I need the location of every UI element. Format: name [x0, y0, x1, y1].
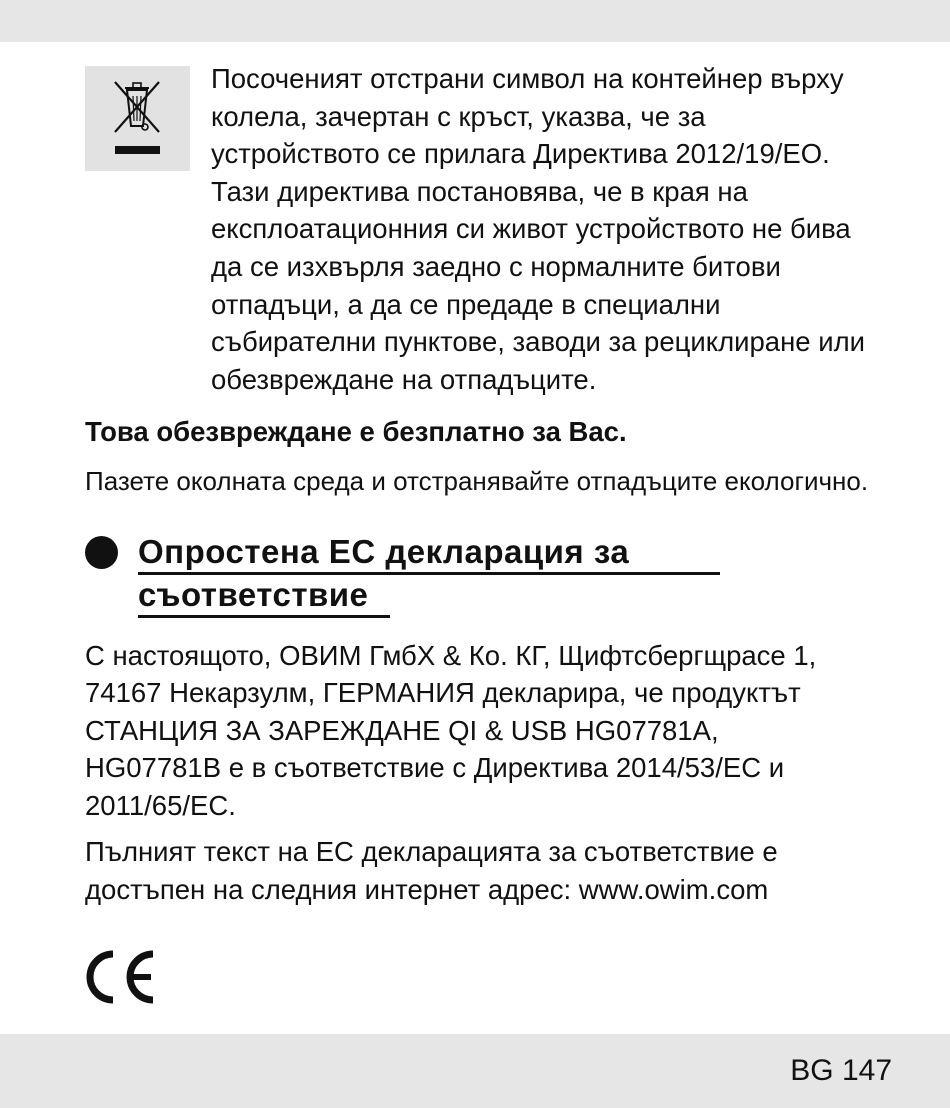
ce-mark-logo — [83, 948, 163, 1011]
text-line: да се изхвърля заедно с нормалните битови — [211, 250, 781, 282]
header-band — [0, 0, 950, 42]
text-line: 74167 Некарзулм, ГЕРМАНИЯ декларира, че продуктът — [85, 677, 801, 709]
text-line: обезвреждане на отпадъците. — [211, 363, 597, 395]
crossed-out-wheelie-bin-icon — [85, 66, 190, 171]
weee-disposal-paragraph — [211, 60, 911, 398]
heading-line: Опростена ЕС декларация за — [138, 532, 720, 575]
ce-mark-icon — [83, 948, 163, 1006]
text-line: експлоатационния си живот устройството не бива — [211, 213, 851, 245]
text-line: достъпен на следния интернет адрес: www.owim.com — [85, 873, 769, 905]
page-number: BG 147 — [790, 1054, 892, 1087]
environment-note: Пазете околната среда и отстранявайте отпадъците екологично. — [85, 466, 869, 496]
text-line: Тази директива постановява, че в края на — [211, 175, 748, 207]
text-line: 2011/65/ЕС. — [85, 789, 236, 821]
section-heading — [138, 532, 720, 618]
declaration-paragraph — [85, 637, 816, 824]
text-line: събирателни пунктове, заводи за рециклиране или — [211, 326, 865, 358]
full-text-note — [85, 833, 778, 908]
free-disposal-note: Това обезвреждане е безплатно за Вас. — [85, 416, 627, 447]
text-line: колела, зачертан с кръст, указва, че за — [211, 100, 706, 132]
weee-symbol-box — [85, 66, 190, 171]
text-line: С настоящото, ОВИМ ГмбХ & Ко. КГ, Щифтсбергщрасе 1, — [85, 640, 817, 671]
text-line: СТАНЦИЯ ЗА ЗАРЕЖДАНЕ QI & USB HG07781A, — [85, 714, 719, 746]
text-line: Пълният текст на ЕС декларацията за съответствие е — [85, 836, 778, 867]
text-line: Посоченият отстрани символ на контейнер върху — [211, 63, 844, 94]
text-line: устройството се прилага Директива 2012/19/ЕО. — [211, 138, 830, 170]
bullet-dot — [85, 536, 118, 569]
heading-line: съответствие — [138, 575, 390, 618]
text-line: HG07781B е в съответствие с Директива 2014/53/ЕС и — [85, 752, 785, 784]
text-line: отпадъци, а да се предаде в специални — [211, 288, 721, 320]
